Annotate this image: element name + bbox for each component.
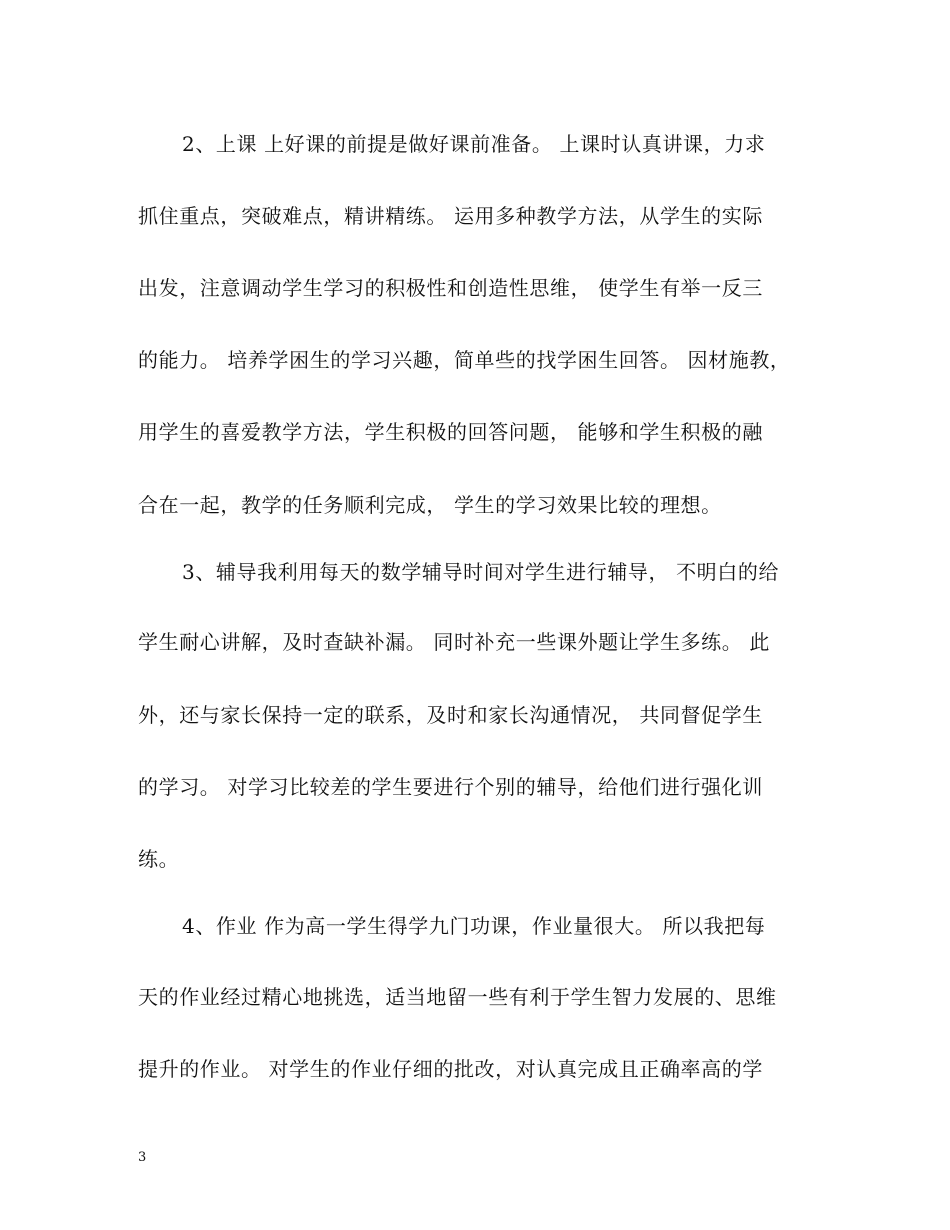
page-number: 3 [138,1150,147,1165]
text-line: 的能力。 培养学困生的学习兴趣，简单些的找学困生回答。 因材施教， [138,348,791,372]
text-line: 练。 [138,847,180,871]
text-line: 用学生的喜爱教学方法，学生积极的回答问题， 能够和学生积极的融 [138,420,763,444]
text-line: 学生耐心讲解，及时查缺补漏。 同时补充一些课外题让学生多练。 此 [138,630,770,654]
text-line: 合在一起，教学的任务顺利完成， 学生的学习效果比较的理想。 [138,493,722,517]
text-line: 2、上课 上好课的前提是做好课前准备。 上课时认真讲课，力求 [182,132,766,156]
text-line: 3、辅导我利用每天的数学辅导时间对学生进行辅导， 不明白的给 [182,560,780,584]
text-line: 抓住重点，突破难点，精讲精练。 运用多种教学方法，从学生的实际 [138,204,763,228]
text-line: 4、作业 作为高一学生得学九门功课，作业量很大。 所以我把每 [182,914,766,938]
text-line: 出发，注意调动学生学习的积极性和创造性思维， 使学生有举一反三 [138,276,763,300]
text-line: 天的作业经过精心地挑选，适当地留一些有利于学生智力发展的、思维 [138,985,777,1009]
text-line: 外，还与家长保持一定的联系，及时和家长沟通情况， 共同督促学生 [138,703,763,727]
text-line: 提升的作业。 对学生的作业仔细的批改，对认真完成且正确率高的学 [138,1057,763,1081]
text-line: 的学习。 对学习比较差的学生要进行个别的辅导，给他们进行强化训 [138,775,763,799]
